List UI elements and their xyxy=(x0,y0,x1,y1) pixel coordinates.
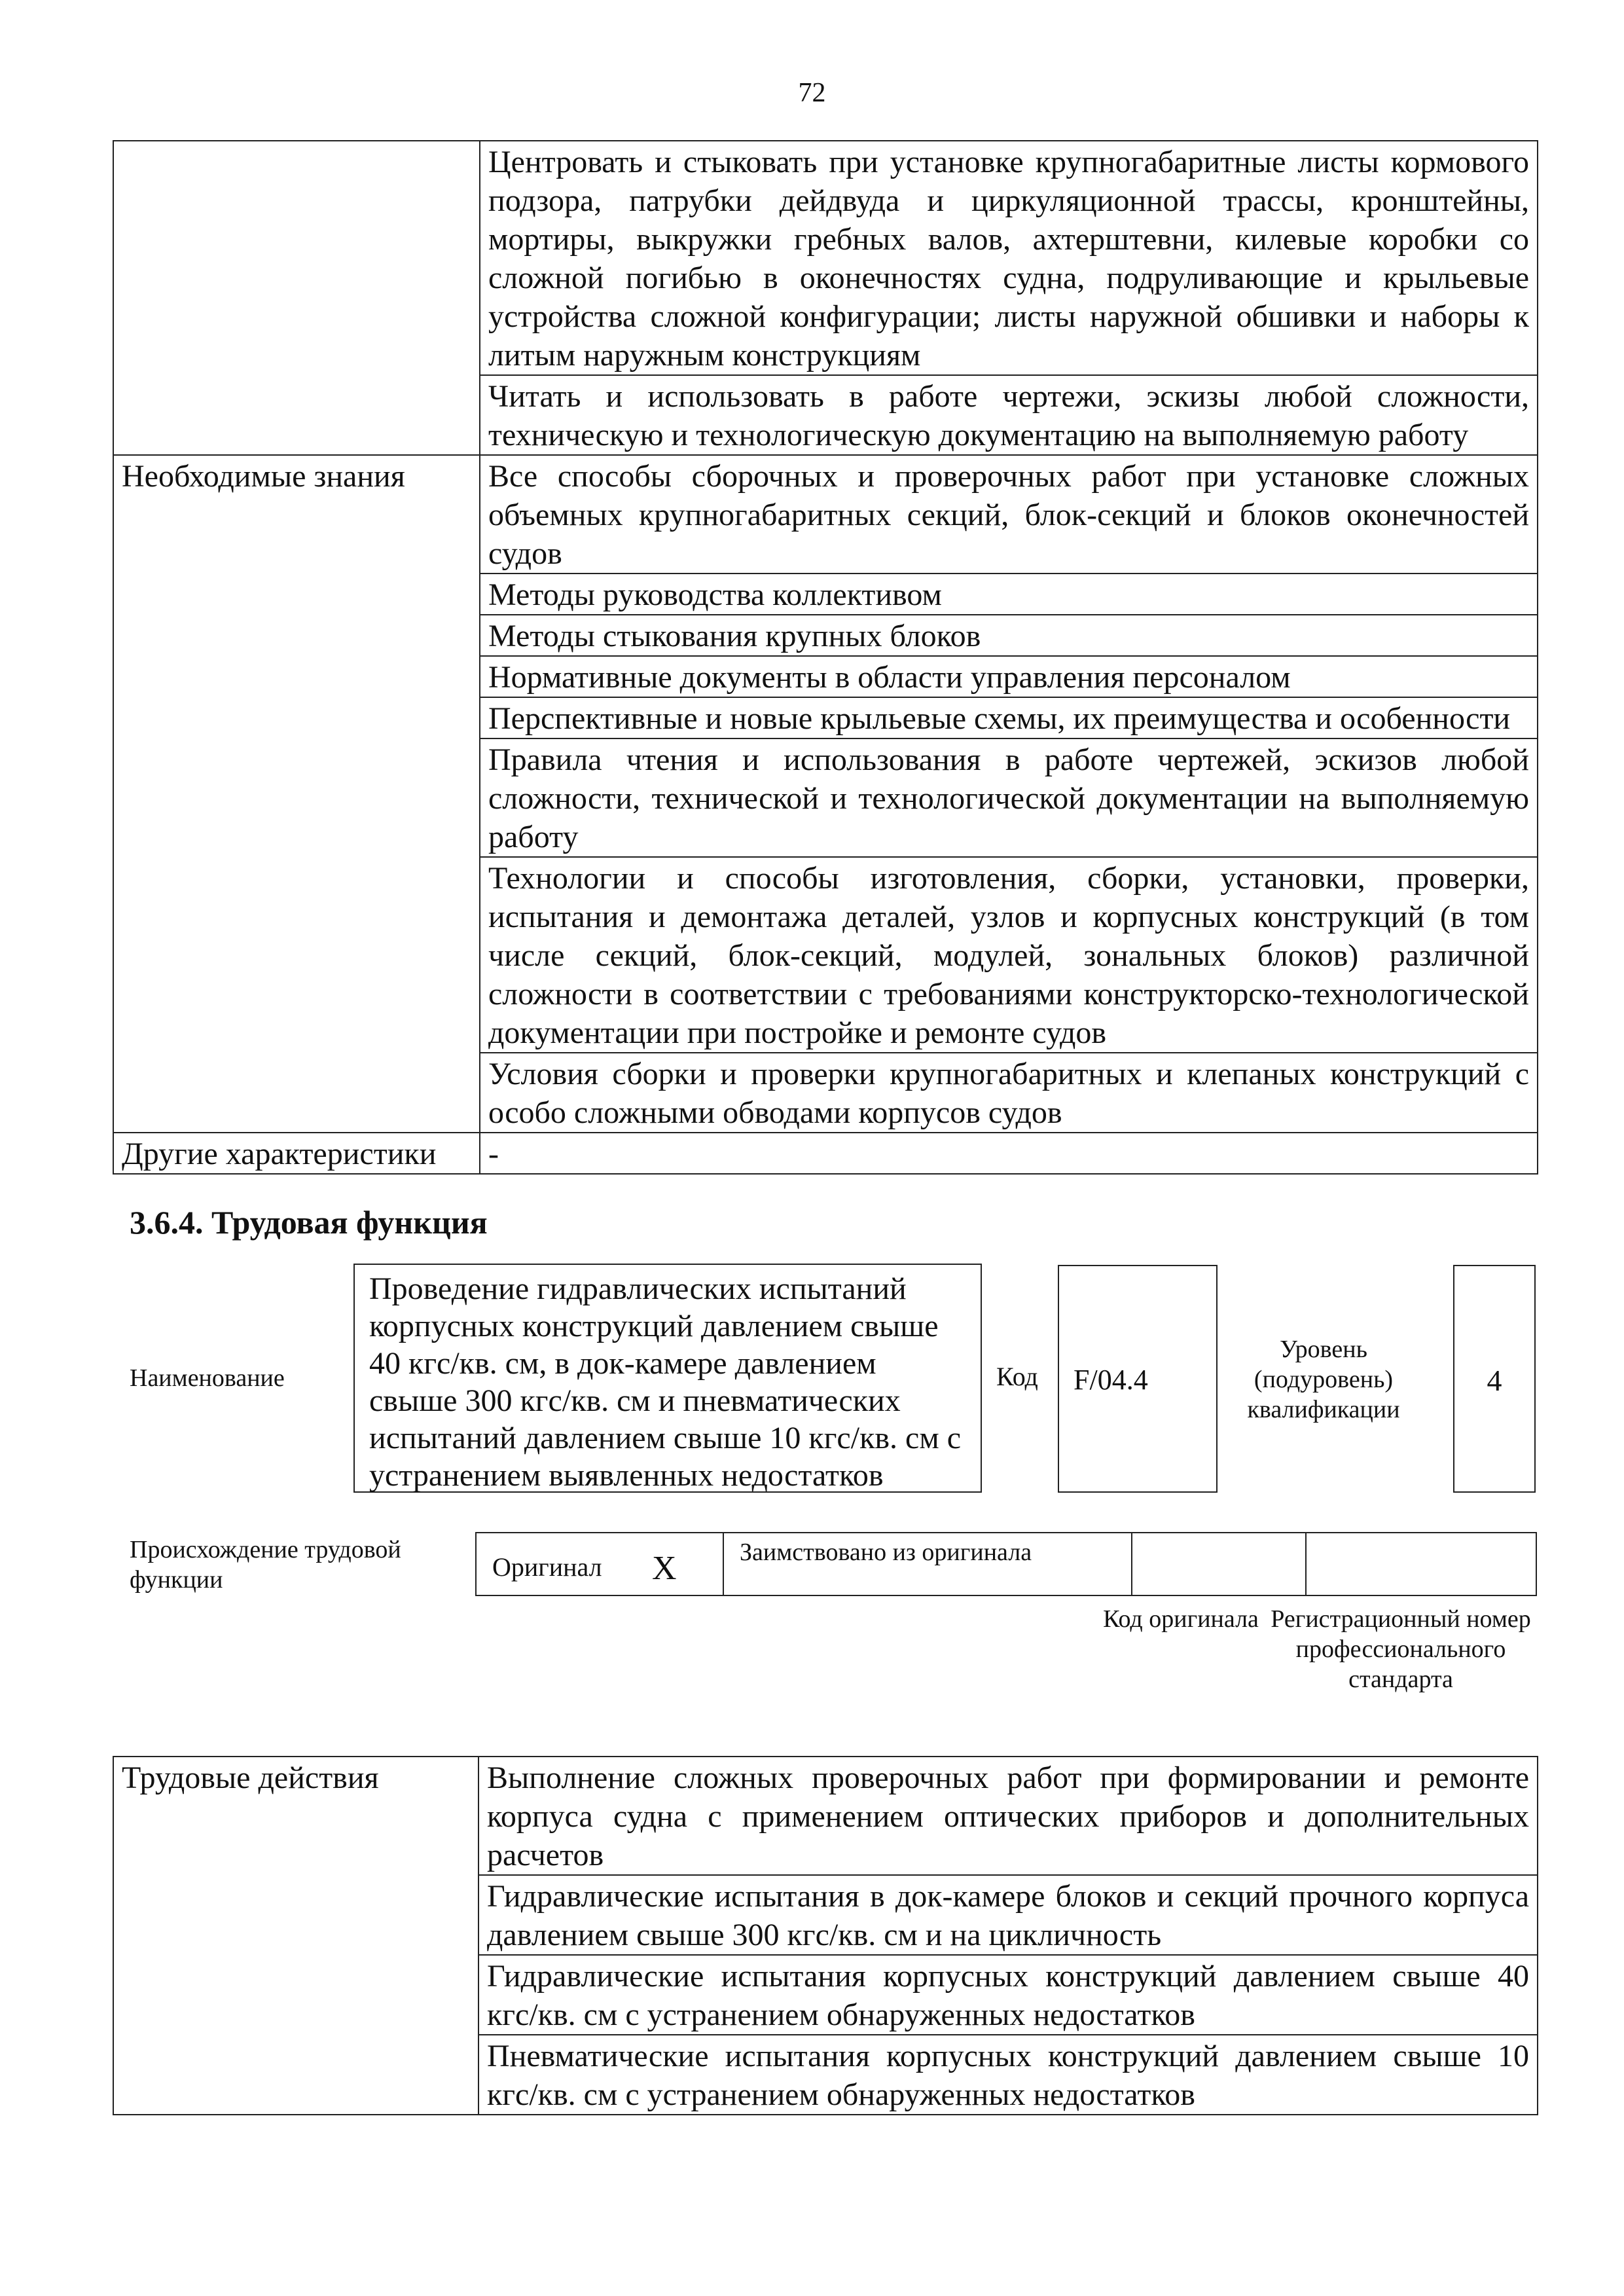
knowledge-cell: Методы стыкования крупных блоков xyxy=(480,615,1538,656)
row-label-empty xyxy=(113,141,480,455)
original-code-caption: Код оригинала xyxy=(1103,1605,1259,1633)
original-code-cell xyxy=(1131,1532,1307,1596)
labor-actions-table xyxy=(113,1756,1538,2115)
original-cell xyxy=(475,1532,724,1596)
original-mark: X xyxy=(652,1550,677,1587)
page-number: 72 xyxy=(798,78,826,108)
labor-actions-label: Трудовые действия xyxy=(113,1757,478,2115)
action-cell: Гидравлические испытания корпусных конструкций давлением свыше 40 кгс/кв. см с устранением обнаруженных недостатков xyxy=(478,1955,1538,2035)
origin-row xyxy=(475,1532,1537,1596)
table-row xyxy=(113,1757,1538,1875)
level-label: Уровень (подуровень) квалификации xyxy=(1247,1336,1400,1423)
level-box: 4 xyxy=(1453,1265,1536,1493)
table-row xyxy=(113,455,1538,574)
other-characteristics-label: Другие характеристики xyxy=(113,1133,480,1174)
knowledge-cell: Правила чтения и использования в работе чертежей, эскизов любой сложности, технической и технологической документации на выполняемую работу xyxy=(480,738,1538,857)
function-name-box: Проведение гидравлических испытаний корпусных конструкций давлением свыше 40 кгс/кв. см, в док-камере давлением свыше 300 кгс/кв. см и пневматических испытаний давлением свыше 10 кгс/кв. см с устранением выявленных недостатков xyxy=(353,1264,982,1493)
registration-number-cell xyxy=(1305,1532,1537,1596)
knowledge-label: Необходимые знания xyxy=(113,455,480,1133)
original-label: Оригинал xyxy=(492,1552,602,1582)
borrowed-cell xyxy=(723,1532,1132,1596)
skill-cell: Центровать и стыковать при установке крупногабаритные листы кормового подзора, патрубки дейдвуда и циркуляционной трассы, кронштейны, мортиры, выкружки гребных валов, ахтерштевни, килевые коробки со сложной погибью в оконечностях судна, подруливающие и крыльевые устройства сложной конфигурации; листы наружной обшивки и наборы к литым наружным конструкциям xyxy=(480,141,1538,375)
table-row xyxy=(113,1133,1538,1174)
knowledge-cell: Нормативные документы в области управления персоналом xyxy=(480,656,1538,697)
skill-cell: Читать и использовать в работе чертежи, эскизы любой сложности, техническую и технологическую документацию на выполняемую работу xyxy=(480,375,1538,455)
knowledge-cell: Все способы сборочных и проверочных работ при установке сложных объемных крупногабаритных секций, блок-секций и блоков оконечностей судов xyxy=(480,455,1538,574)
skills-knowledge-table xyxy=(113,140,1538,1175)
action-cell: Гидравлические испытания в док-камере блоков и секций прочного корпуса давлением свыше 300 кгс/кв. см и на цикличность xyxy=(478,1875,1538,1955)
action-cell: Пневматические испытания корпусных конструкций давлением свыше 10 кгс/кв. см с устранением обнаруженных недостатков xyxy=(478,2035,1538,2115)
registration-number-caption: Регистрационный номер профессионального стандарта xyxy=(1271,1605,1531,1693)
origin-label: Происхождение трудовой функции xyxy=(130,1536,401,1594)
name-label: Наименование xyxy=(130,1364,285,1392)
knowledge-cell: Условия сборки и проверки крупногабаритных и клепаных конструкций с особо сложными обводами корпусов судов xyxy=(480,1053,1538,1133)
action-cell: Выполнение сложных проверочных работ при формировании и ремонте корпуса судна с применением оптических приборов и дополнительных расчетов xyxy=(478,1757,1538,1875)
knowledge-cell: Методы руководства коллективом xyxy=(480,574,1538,615)
other-characteristics-value: - xyxy=(480,1133,1538,1174)
table-row xyxy=(113,141,1538,375)
code-label: Код xyxy=(996,1362,1038,1391)
knowledge-cell: Технологии и способы изготовления, сборки, установки, проверки, испытания и демонтажа деталей, узлов и корпусных конструкций (в том числе секций, блок-секций, модулей, зональных блоков) различной сложности в соответствии с требованиями конструкторско-технологической документации при постройке и ремонте судов xyxy=(480,857,1538,1053)
section-title: 3.6.4. Трудовая функция xyxy=(130,1204,488,1241)
borrowed-label: Заимствовано из оригинала xyxy=(740,1539,1032,1566)
knowledge-cell: Перспективные и новые крыльевые схемы, их преимущества и особенности xyxy=(480,697,1538,738)
code-box: F/04.4 xyxy=(1058,1265,1218,1493)
